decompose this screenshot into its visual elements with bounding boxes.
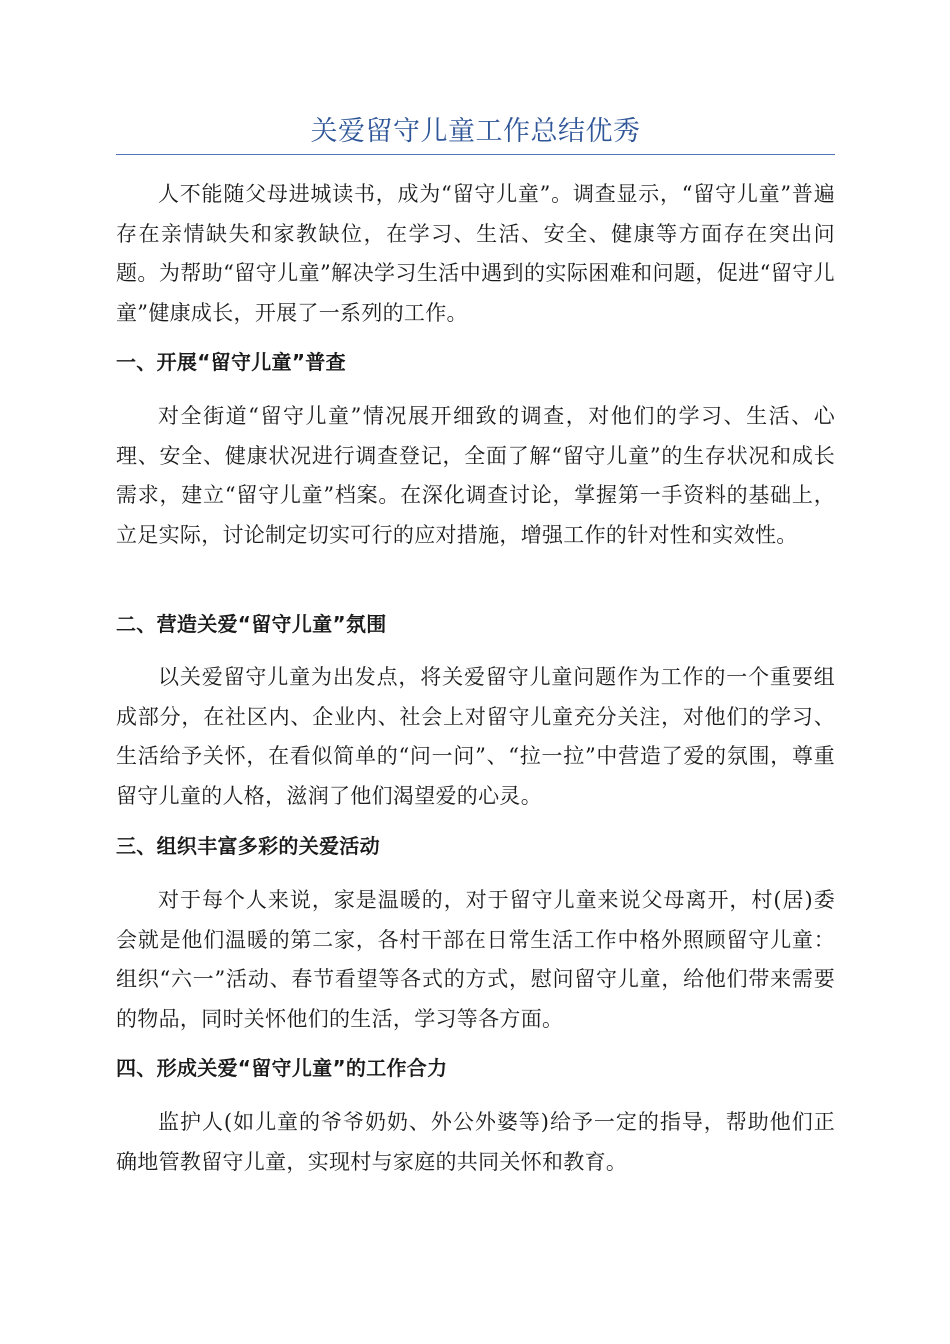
section-body-3: 对于每个人来说，家是温暖的，对于留守儿童来说父母离开，村(居)委会就是他们温暖的第二家，各村干部在日常生活工作中格外照顾留守儿童：组织“六一”活动、春节看望等各式的方式，慰问留守儿童，给他们带来需要的物品，同时关怀他们的生活，学习等各方面。 — [116, 888, 835, 1031]
section-heading-3: 三、组织丰富多彩的关爱活动 — [116, 834, 380, 858]
intro-paragraph: 人不能随父母进城读书，成为“留守儿童”。调查显示，“留守儿童”普遍存在亲情缺失和家教缺位，在学习、生活、安全、健康等方面存在突出问题。为帮助“留守儿童”解决学习生活中遇到的实际困难和问题，促进“留守儿童”健康成长，开展了一系列的工作。 — [116, 182, 835, 325]
section-body-1: 对全街道“留守儿童”情况展开细致的调查，对他们的学习、生活、心理、安全、健康状况进行调查登记，全面了解“留守儿童”的生存状况和成长需求，建立“留守儿童”档案。在深化调查讨论，掌握第一手资料的基础上，立足实际，讨论制定切实可行的应对措施，增强工作的针对性和实效性。 — [116, 404, 835, 547]
document-title: 关爱留守儿童工作总结优秀 — [310, 116, 641, 147]
section-heading-1: 一、开展“留守儿童”普查 — [116, 350, 346, 374]
section-body-4: 监护人(如儿童的爷爷奶奶、外公外婆等)给予一定的指导，帮助他们正确地管教留守儿童，实现村与家庭的共同关怀和教育。 — [116, 1110, 835, 1174]
section-heading-2: 二、营造关爱“留守儿童”氛围 — [116, 612, 387, 636]
section-heading-4: 四、形成关爱“留守儿童”的工作合力 — [116, 1056, 448, 1080]
section-body-2: 以关爱留守儿童为出发点，将关爱留守儿童问题作为工作的一个重要组成部分，在社区内、企业内、社会上对留守儿童充分关注，对他们的学习、生活给予关怀，在看似简单的“问一问”、“拉一拉”中营造了爱的氛围，尊重留守儿童的人格，滋润了他们渴望爱的心灵。 — [116, 665, 835, 808]
title-underline — [116, 154, 835, 155]
